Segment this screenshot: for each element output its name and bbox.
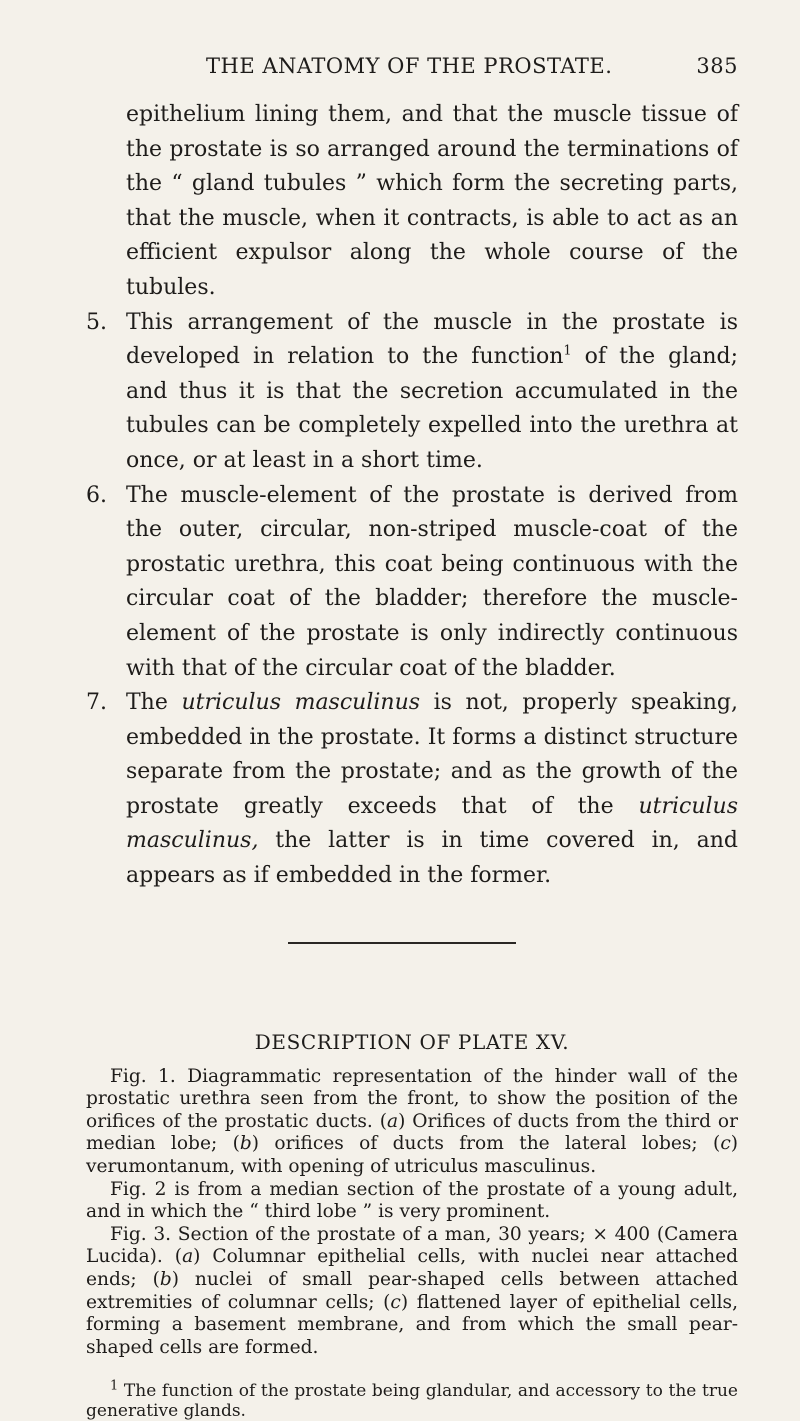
running-header — [86, 44, 738, 84]
numbered-item-5 — [86, 306, 738, 479]
continued-paragraph: epithelium lining them, and that the muscle tissue of the prostate is so arranged around the terminations of the “ gland tubules ” which form the secreting parts, that the muscle, when it contracts, is able to act as an efficient expulsor along the whole course of the tubules. — [126, 102, 738, 300]
caption-part: ) flattened layer of epithelial cells, forming a basement membrane, and from which the small pear-shaped cells are formed. — [86, 1291, 738, 1358]
plate-heading: DESCRIPTION OF PLATE XV. — [254, 1029, 570, 1054]
item-text: The muscle-element of the prostate is derived from the outer, circular, non-striped muscle-coat of the prostatic urethra, this coat being continuous with the circular coat of the bladder; therefore the muscle-element of the prostate is only indirectly continuous with that of the circular coat of the bladder. — [126, 482, 738, 681]
item-text — [126, 306, 738, 479]
item-number: 6. — [86, 482, 107, 508]
caption-letter: c — [390, 1291, 401, 1313]
caption-letter: a — [182, 1246, 194, 1268]
caption-part: ) Columnar epithelial cells, with nuclei near attached ends; ( — [86, 1246, 739, 1290]
italic-term: utriculus masculinus — [181, 690, 421, 716]
running-title: THE ANATOMY OF THE PROSTATE. — [206, 54, 613, 78]
footnote-mark: 1 — [110, 1378, 119, 1394]
page-number: 385 — [696, 54, 738, 78]
figure-caption-3 — [86, 1224, 738, 1360]
item-text-part: This arrangement of the muscle in the prostate is developed in relation to the function — [126, 309, 738, 370]
caption-part: Fig. 1. Diagrammatic representation of the hinder wall of the prostatic urethra seen from the front, to show the position of the orifices of the prostatic ducts. ( — [86, 1065, 738, 1132]
figure-caption-2: Fig. 2 is from a median section of the prostate of a young adult, and in which the “ third lobe ” is very prominent. — [86, 1178, 738, 1223]
item-text-part: of the gland; and thus it is that the secretion accumulated in the tubules can be completely expelled into the urethra at once, or at least in a short time. — [126, 344, 738, 473]
item-text-part: The — [126, 690, 182, 716]
caption-letter: c — [720, 1133, 731, 1155]
item-text-part: is not, properly speaking, embedded in the prostate. It forms a distinct structure separate from the prostate; and as the growth of the prostate greatly exceeds that of the — [126, 690, 738, 819]
section-divider — [288, 942, 516, 944]
caption-part: ) orifices of ducts from the lateral lobes; ( — [251, 1133, 721, 1155]
figure-caption-1 — [86, 1066, 738, 1179]
caption-part: Fig. 3. Section of the prostate of a man, 30 years; × 400 (Camera Lucida). ( — [86, 1223, 738, 1268]
italic-term: utriculus masculinus, — [126, 793, 738, 854]
footnote-text: The function of the prostate being glandular, and accessory to the true generative glands. — [86, 1381, 738, 1421]
item-text-part: the latter is in time covered in, and appears as if embedded in the former. — [126, 828, 738, 889]
numbered-item-7 — [86, 686, 738, 894]
item-number: 7. — [86, 690, 107, 716]
main-text — [86, 98, 738, 894]
caption-letter: b — [239, 1133, 252, 1155]
item-text — [126, 686, 738, 894]
caption-letter: b — [159, 1269, 172, 1290]
item-number: 5. — [86, 309, 107, 335]
plate-description — [86, 1066, 738, 1360]
caption-part: ) nuclei of small pear-shaped cells between attached extremities of columnar cells; ( — [86, 1269, 738, 1313]
caption-part: ) verumontanum, with opening of utriculus masculinus. — [86, 1133, 738, 1178]
caption-part: ) Orifices of ducts from the third or median lobe; ( — [86, 1110, 739, 1155]
numbered-item-6 — [86, 479, 738, 687]
caption-letter: a — [386, 1110, 399, 1132]
footnote-reference: 1 — [563, 343, 572, 359]
footnote — [86, 1378, 738, 1421]
